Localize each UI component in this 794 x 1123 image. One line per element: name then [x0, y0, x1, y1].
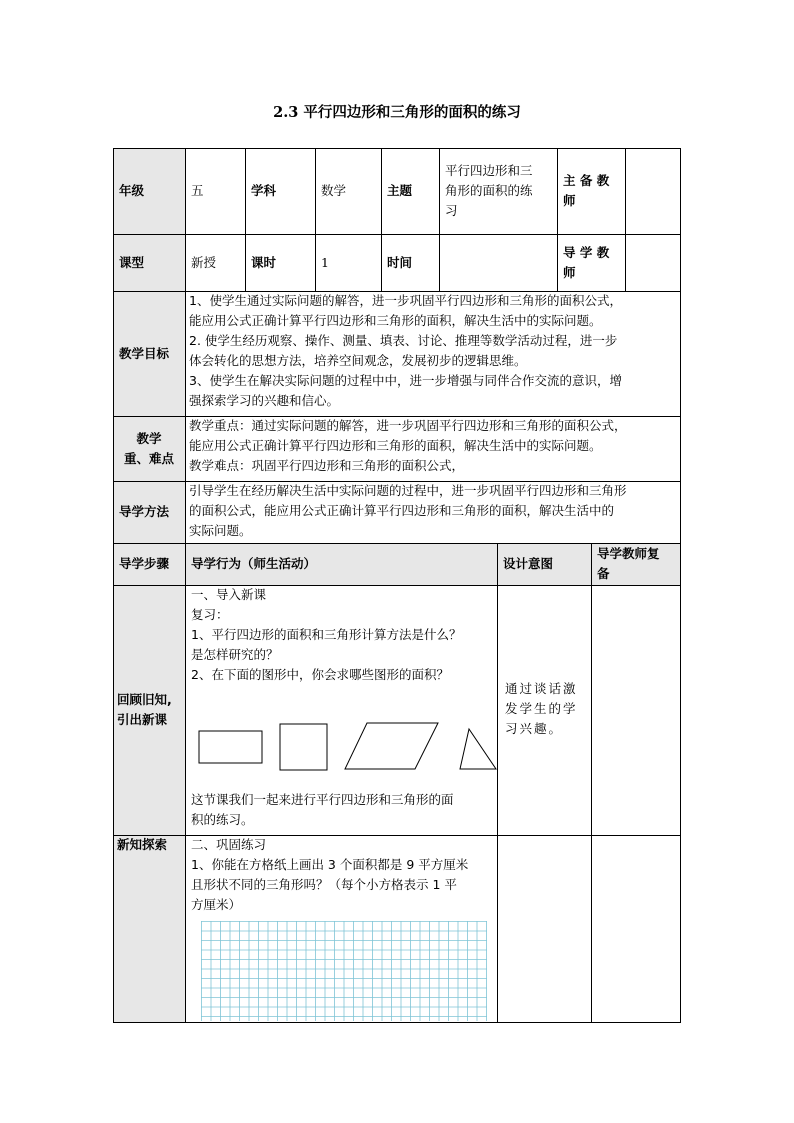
topic-value-line: 习: [445, 203, 458, 218]
key-points-line: 教学重点：通过实际问题的解答，进一步巩固平行四边形和三角形的面积公式，: [189, 418, 627, 433]
grade-label-text: 年级: [119, 183, 145, 198]
topic-value-line: 角形的面积的练: [445, 183, 533, 198]
step2-q1-line: 方厘米）: [191, 897, 242, 912]
step2-label-text: 新知探索: [117, 837, 168, 852]
document-title: 2.3 平行四边形和三角形的面积的练习: [273, 104, 521, 121]
steps-header-review-line: 备: [597, 566, 610, 581]
rectangle-shape: [199, 731, 262, 763]
lead-teacher-label-line: 师: [563, 193, 576, 208]
lesson-type-label-text: 课型: [119, 254, 145, 270]
square-shape: [280, 724, 327, 770]
step2-heading: 二、巩固练习: [191, 837, 267, 852]
step1-intent: [497, 585, 591, 835]
step1-q1-line: 1、平行四边形的面积和三角形计算方法是什么？: [191, 627, 462, 642]
steps-header-intent: [497, 543, 591, 585]
time-value: [439, 234, 557, 291]
step1-intent-line: 习兴趣。: [505, 721, 564, 736]
subject-label: [245, 148, 315, 234]
guide-teacher-value: [625, 234, 681, 291]
step1-review: 复习：: [191, 607, 229, 622]
key-points-line: 教学难点：巩固平行四边形和三角形的面积公式，: [189, 458, 465, 473]
triangle-shape: [460, 729, 496, 769]
topic-label: [381, 148, 439, 234]
method-label: [113, 481, 185, 543]
topic-value: [439, 148, 557, 234]
key-points-label-line: 教学: [136, 430, 162, 446]
steps-header-step-text: 导学步骤: [119, 556, 170, 571]
step1-q2: 2、在下面的图形中，你会求哪些图形的面积？: [191, 667, 449, 682]
steps-header-behavior-text: 导学行为（师生活动）: [191, 556, 317, 571]
steps-header-intent-text: 设计意图: [503, 556, 554, 571]
topic-value-line: 平行四边形和三: [445, 163, 533, 178]
step2-q1-line: 且形状不同的三角形吗？（每个小方格表示 1 平: [191, 877, 457, 892]
objectives-label: [113, 291, 185, 416]
step1-closing: [191, 790, 454, 830]
objectives-line: 体会转化的思想方法，培养空间观念，发展初步的逻辑思维。: [189, 353, 527, 368]
time-label: [381, 234, 439, 291]
steps-header-step: [113, 543, 185, 585]
step1-label-line: 回顾旧知,: [117, 692, 172, 707]
key-points-label-line: 重、难点: [123, 450, 174, 466]
method-line: 的面积公式，能应用公式正确计算平行四边形和三角形的面积，解决生活中的: [189, 503, 615, 518]
grade-value: [185, 148, 245, 234]
step2-behavior: [185, 835, 497, 1023]
shape-figures: [185, 720, 497, 780]
step1-label: [113, 585, 185, 835]
objectives-line: 1、使学生通过实际问题的解答，进一步巩固平行四边形和三角形的面积公式，: [189, 293, 622, 308]
lesson-type-label: [113, 234, 185, 291]
steps-header-review: [591, 543, 681, 585]
lesson-type-value-text: 新授: [191, 254, 217, 270]
step1-intent-line: 通过谈话激: [505, 681, 578, 696]
guide-teacher-label: [557, 234, 625, 291]
step1-review-cell: [591, 585, 681, 835]
grid-paper: [201, 921, 487, 1021]
period-label: [245, 234, 315, 291]
objectives-line: 3、使学生在解决实际问题的过程中中，进一步增强与同伴合作交流的意识，增: [189, 373, 622, 388]
lesson-plan-table: [113, 148, 681, 1023]
step1-closing-line: 这节课我们一起来进行平行四边形和三角形的面: [191, 792, 454, 807]
grade-value-text: 五: [191, 183, 204, 198]
lesson-type-value: [185, 234, 245, 291]
method-content: [185, 481, 681, 543]
steps-header-review-line: 导学教师复: [597, 546, 660, 561]
step1-q1-line: 是怎样研究的？: [191, 647, 279, 662]
period-value-text: 1: [321, 254, 329, 270]
time-label-text: 时间: [387, 254, 413, 270]
steps-header-behavior: [185, 543, 497, 585]
step2-intent: [497, 835, 591, 1023]
step1-behavior: [185, 585, 497, 835]
step2-label: [113, 835, 185, 1023]
lead-teacher-label-line: 主 备 教: [563, 173, 610, 188]
objectives-content: [185, 291, 681, 416]
objectives-line: 2. 使学生经历观察、操作、测量、填表、讨论、推理等数学活动过程，进一步: [189, 333, 618, 348]
step2-review-cell: [591, 835, 681, 1023]
objectives-line: 强探索学习的兴趣和信心。: [189, 393, 340, 408]
subject-label-text: 学科: [251, 183, 277, 198]
lead-teacher-label: [557, 148, 625, 234]
period-label-text: 课时: [251, 254, 277, 270]
period-value: [315, 234, 381, 291]
method-line: 实际问题。: [189, 523, 252, 538]
method-line: 引导学生在经历解决生活中实际问题的过程中，进一步巩固平行四边形和三角形: [189, 483, 627, 498]
step1-closing-line: 积的练习。: [191, 812, 254, 827]
parallelogram-shape: [345, 723, 438, 769]
step1-label-line: 引出新课: [117, 712, 168, 727]
objectives-line: 能应用公式正确计算平行四边形和三角形的面积，解决生活中的实际问题。: [189, 313, 602, 328]
key-points-line: 能应用公式正确计算平行四边形和三角形的面积，解决生活中的实际问题。: [189, 438, 602, 453]
guide-teacher-label-line: 师: [563, 264, 576, 280]
step1-intent-line: 发学生的学: [505, 701, 578, 716]
grade-label: [113, 148, 185, 234]
key-points-label: [113, 416, 185, 481]
guide-teacher-label-line: 导 学 教: [563, 244, 610, 260]
lead-teacher-value: [625, 148, 681, 234]
objectives-label-text: 教学目标: [119, 345, 170, 361]
subject-value: [315, 148, 381, 234]
key-points-content: [185, 416, 681, 481]
step1-heading: 一、导入新课: [191, 587, 267, 602]
subject-value-text: 数学: [321, 183, 347, 198]
step2-q1-line: 1、你能在方格纸上画出 3 个面积都是 9 平方厘米: [191, 857, 469, 872]
topic-label-text: 主题: [387, 183, 413, 198]
method-label-text: 导学方法: [119, 504, 170, 519]
